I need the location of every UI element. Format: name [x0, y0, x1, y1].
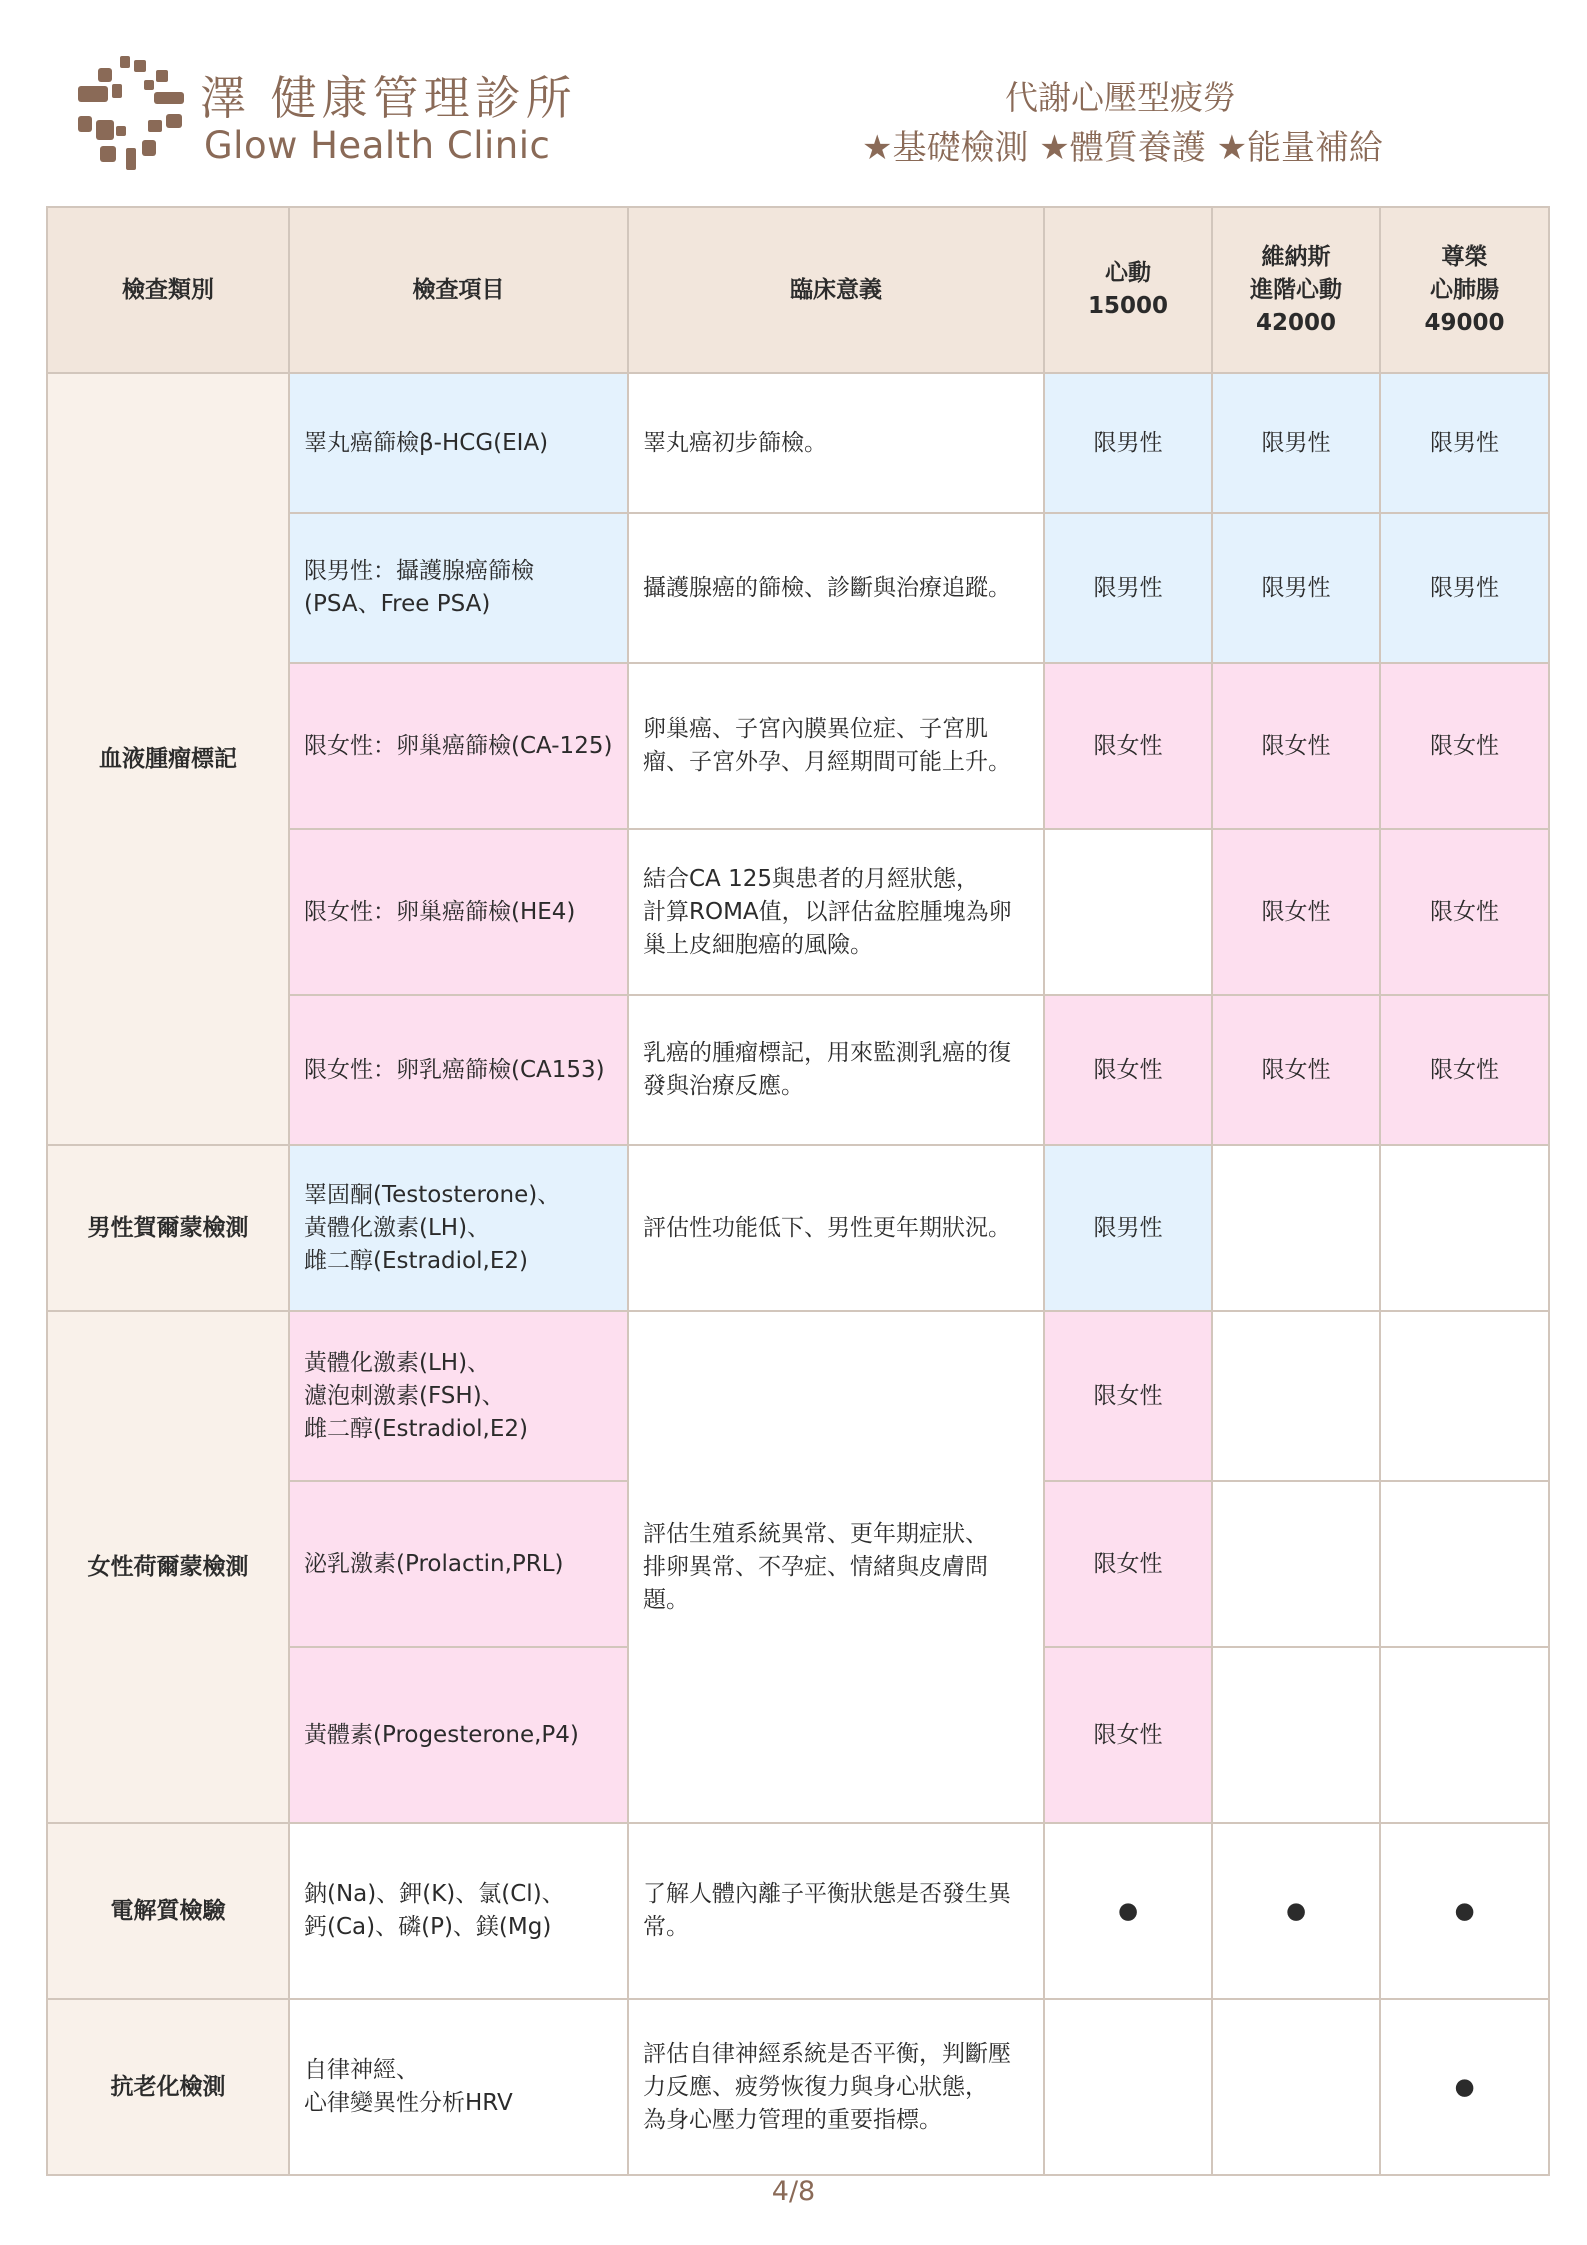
included-dot-icon: ●	[1044, 1823, 1212, 1999]
meaning-line: 為身心壓力管理的重要指標。	[643, 2106, 942, 2133]
meaning-line: 排卵異常、不孕症、情緒與皮膚問	[643, 1553, 988, 1580]
meaning-line: 巢上皮細胞癌的風險。	[643, 931, 873, 958]
meaning-line: 瘤、子宮外孕、月經期間可能上升。	[643, 749, 1011, 775]
exam-comparison-table	[46, 206, 1550, 2176]
plan-3-cell: 限男性	[1380, 373, 1549, 513]
plan-1-cell: 限男性	[1044, 513, 1212, 663]
exam-item	[289, 1823, 628, 1999]
clinical-meaning	[628, 373, 1044, 513]
plan-2-name-line-1: 維納斯	[1261, 243, 1331, 270]
exam-item-line: 限男性：攝護腺癌篩檢	[304, 558, 534, 584]
exam-item-line: 心律變異性分析HRV	[304, 2090, 513, 2116]
clinic-logo-icon	[76, 56, 186, 172]
plan-1-cell: 限男性	[1044, 1145, 1212, 1311]
category-male-hormone: 男性賀爾蒙檢測	[47, 1145, 289, 1311]
plan-2-cell	[1212, 1145, 1380, 1311]
meaning-line: 計算ROMA值，以評估盆腔腫塊為卵	[643, 898, 1012, 925]
plan-1-cell: 限男性	[1044, 373, 1212, 513]
plan-3-cell: 限女性	[1380, 995, 1549, 1145]
clinical-meaning	[628, 513, 1044, 663]
exam-item	[289, 373, 628, 513]
table-header-row	[47, 207, 1549, 373]
meaning-line: 卵巢癌、子宮內膜異位症、子宮肌	[643, 716, 988, 742]
exam-item-line: 自律神經、	[304, 2057, 419, 2083]
plan-2-cell	[1212, 1481, 1380, 1647]
category-female-hormone: 女性荷爾蒙檢測	[47, 1311, 289, 1823]
plan-3-cell: 限女性	[1380, 829, 1549, 995]
exam-item-line: 濾泡刺激素(FSH)、	[304, 1382, 505, 1409]
meaning-line: 題。	[643, 1586, 689, 1613]
exam-item-line: 限女性：卵巢癌篩檢(HE4)	[304, 898, 576, 925]
plan-2-cell	[1212, 1647, 1380, 1823]
meaning-line: 結合CA 125與患者的月經狀態，	[643, 865, 980, 892]
exam-item-line: 黃體化激素(LH)、	[304, 1214, 491, 1241]
plan-2-cell: 限男性	[1212, 513, 1380, 663]
exam-item	[289, 1999, 628, 2175]
exam-item-line: 雌二醇(Estradiol,E2)	[304, 1247, 528, 1274]
plan-2-cell	[1212, 1999, 1380, 2175]
category-tumor-markers: 血液腫瘤標記	[47, 373, 289, 1145]
meaning-line: 評估性功能低下、男性更年期狀況。	[643, 1214, 1011, 1241]
table-row	[47, 1311, 1549, 1481]
meaning-line: 常。	[643, 1914, 689, 1940]
header-plan-1	[1044, 207, 1212, 373]
plan-3-price: 49000	[1424, 309, 1505, 336]
category-electrolyte: 電解質檢驗	[47, 1823, 289, 1999]
plan-1-cell: 限女性	[1044, 995, 1212, 1145]
plan-3-cell	[1380, 1481, 1549, 1647]
plan-2-cell: 限男性	[1212, 373, 1380, 513]
meaning-line: 評估自律神經系統是否平衡，判斷壓	[643, 2040, 1011, 2067]
clinical-meaning	[628, 1999, 1044, 2175]
meaning-line: 發與治療反應。	[643, 1073, 804, 1099]
table-row	[47, 373, 1549, 513]
page-header	[0, 0, 1587, 200]
plan-2-cell: 限女性	[1212, 995, 1380, 1145]
meaning-line: 評估生殖系統異常、更年期症狀、	[643, 1520, 988, 1547]
plan-3-name-line-1: 尊榮	[1441, 243, 1488, 270]
exam-item-line: 鈉(Na)、鉀(K)、氯(Cl)、	[304, 1881, 565, 1907]
plan-2-cell: 限女性	[1212, 829, 1380, 995]
exam-item	[289, 513, 628, 663]
plan-3-cell: 限男性	[1380, 513, 1549, 663]
plan-3-name-line-2: 心肺腸	[1430, 276, 1499, 303]
table-row	[47, 1823, 1549, 1999]
exam-item-line: 黃體化激素(LH)、	[304, 1349, 491, 1376]
clinic-name-english: Glow Health Clinic	[204, 124, 551, 167]
exam-item	[289, 1481, 628, 1647]
exam-item-line: 黃體素(Progesterone,P4)	[304, 1721, 579, 1748]
exam-item	[289, 1311, 628, 1481]
included-dot-icon: ●	[1212, 1823, 1380, 1999]
plan-1-cell: 限女性	[1044, 1647, 1212, 1823]
plan-3-cell	[1380, 1311, 1549, 1481]
header-item: 檢查項目	[289, 207, 628, 373]
exam-item	[289, 995, 628, 1145]
meaning-line: 力反應、疲勞恢復力與身心狀態，	[643, 2073, 988, 2100]
plan-2-name-line-2: 進階心動	[1250, 276, 1342, 303]
clinical-meaning	[628, 1823, 1044, 1999]
plan-3-cell	[1380, 1647, 1549, 1823]
plan-title: 代謝心壓型疲勞	[1005, 78, 1236, 117]
exam-item	[289, 663, 628, 829]
meaning-line: 乳癌的腫瘤標記，用來監測乳癌的復	[643, 1040, 1011, 1066]
header-category: 檢查類別	[47, 207, 289, 373]
exam-item	[289, 1145, 628, 1311]
exam-item-line: 睪丸癌篩檢β-HCG(EIA)	[304, 429, 549, 456]
clinical-meaning	[628, 829, 1044, 995]
meaning-line: 攝護腺癌的篩檢、診斷與治療追蹤。	[643, 574, 1011, 601]
exam-item	[289, 829, 628, 995]
clinical-meaning	[628, 663, 1044, 829]
exam-item-line: 睪固酮(Testosterone)、	[304, 1181, 561, 1208]
plan-subtitle: ★基礎檢測 ★體質養護 ★能量補給	[862, 128, 1384, 168]
clinical-meaning	[628, 1145, 1044, 1311]
clinical-meaning	[628, 1311, 1044, 1823]
plan-2-cell	[1212, 1311, 1380, 1481]
plan-1-name: 心動	[1105, 260, 1151, 286]
exam-item-line: 雌二醇(Estradiol,E2)	[304, 1415, 528, 1442]
page-number: 4/8	[771, 2176, 816, 2207]
plan-3-cell: 限女性	[1380, 663, 1549, 829]
plan-1-price: 15000	[1087, 293, 1169, 319]
plan-1-cell	[1044, 1999, 1212, 2175]
clinical-meaning	[628, 995, 1044, 1145]
category-antiaging: 抗老化檢測	[47, 1999, 289, 2175]
exam-item-line: 限女性：卵巢癌篩檢(CA-125)	[304, 732, 613, 759]
header-plan-3	[1380, 207, 1549, 373]
header-meaning: 臨床意義	[628, 207, 1044, 373]
exam-item-line: (PSA、Free PSA)	[304, 591, 491, 617]
plan-2-price: 42000	[1255, 309, 1337, 336]
exam-item	[289, 1647, 628, 1823]
plan-2-cell: 限女性	[1212, 663, 1380, 829]
meaning-line: 睪丸癌初步篩檢。	[643, 429, 827, 456]
included-dot-icon: ●	[1380, 1823, 1549, 1999]
exam-item-line: 鈣(Ca)、磷(P)、鎂(Mg)	[304, 1914, 552, 1940]
exam-item-line: 泌乳激素(Prolactin,PRL)	[304, 1550, 564, 1577]
plan-1-cell: 限女性	[1044, 663, 1212, 829]
header-plan-2	[1212, 207, 1380, 373]
plan-1-cell	[1044, 829, 1212, 995]
table-row	[47, 1999, 1549, 2175]
included-dot-icon: ●	[1380, 1999, 1549, 2175]
meaning-line: 了解人體內離子平衡狀態是否發生異	[643, 1881, 1011, 1907]
clinic-name-chinese: 澤 健康管理診所	[200, 71, 577, 125]
exam-item-line: 限女性：卵乳癌篩檢(CA153)	[304, 1056, 605, 1083]
table-row	[47, 1145, 1549, 1311]
plan-1-cell: 限女性	[1044, 1311, 1212, 1481]
plan-3-cell	[1380, 1145, 1549, 1311]
plan-1-cell: 限女性	[1044, 1481, 1212, 1647]
